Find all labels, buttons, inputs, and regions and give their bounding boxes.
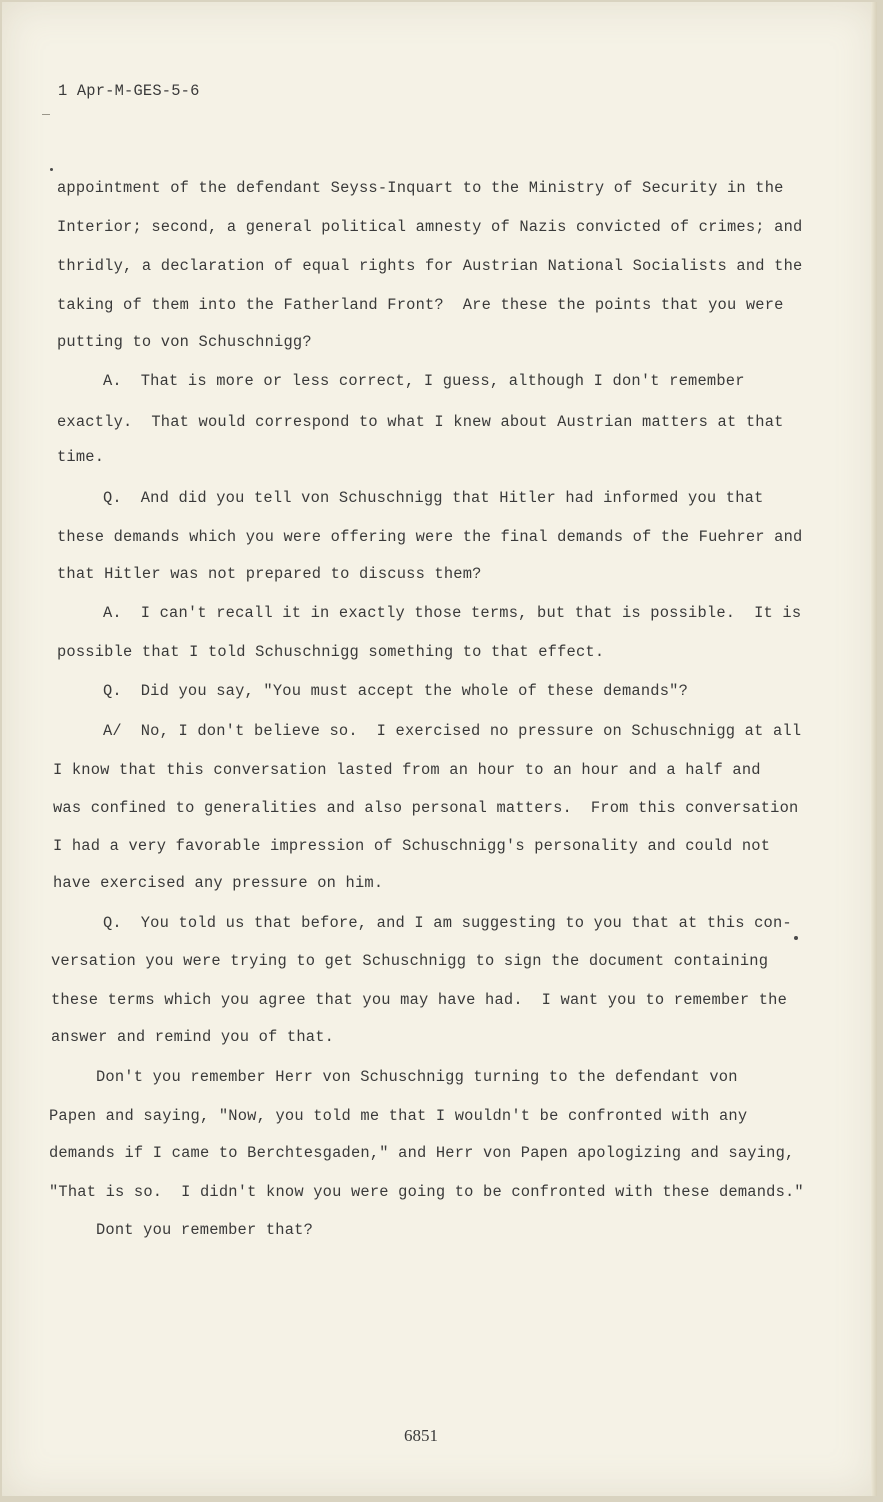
body-line: demands if I came to Berchtesgaden," and Herr von Papen apologizing and saying, [49, 1144, 795, 1162]
question-line: Q. You told us that before, and I am suggesting to you that at this con- [103, 914, 792, 932]
document-page [2, 2, 877, 1496]
body-line: taking of them into the Fatherland Front? Are these the points that you were [57, 296, 784, 314]
body-line: exactly. That would correspond to what I knew about Austrian matters at that [57, 413, 784, 431]
body-line: was confined to generalities and also personal matters. From this conversation [53, 799, 799, 817]
body-line: possible that I told Schuschnigg something to that effect. [57, 643, 605, 661]
body-line: time. [57, 448, 105, 466]
body-line: I had a very favorable impression of Schuschnigg's personality and could not [53, 837, 771, 855]
body-line: Papen and saying, "Now, you told me that I wouldn't be confronted with any [49, 1107, 748, 1125]
question-line: Q. Did you say, "You must accept the whole of these demands"? [103, 682, 689, 700]
body-line: these terms which you agree that you may have had. I want you to remember the [51, 991, 787, 1009]
body-line: I know that this conversation lasted from an hour to an hour and a half and [53, 761, 761, 779]
body-line: versation you were trying to get Schuschnigg to sign the document containing [51, 952, 769, 970]
answer-line: A. I can't recall it in exactly those terms, but that is possible. It is [103, 604, 802, 622]
body-line: appointment of the defendant Seyss-Inquart to the Ministry of Security in the [57, 179, 784, 197]
body-line: "That is so. I didn't know you were going to be confronted with these demands." [49, 1183, 804, 1201]
page-number: 6851 [404, 1426, 438, 1445]
transcript-body [2, 2, 877, 1302]
body-line: that Hitler was not prepared to discuss them? [57, 565, 482, 583]
body-line: Dont you remember that? [96, 1221, 314, 1239]
document-reference: 1 Apr-M-GES-5-6 [58, 82, 200, 100]
body-line: Don't you remember Herr von Schuschnigg turning to the defendant von [96, 1068, 738, 1086]
body-line: thridly, a declaration of equal rights for Austrian National Socialists and the [57, 257, 803, 275]
body-line: answer and remind you of that. [51, 1028, 335, 1046]
body-line: these demands which you were offering were the final demands of the Fuehrer and [57, 528, 803, 546]
body-line: putting to von Schuschnigg? [57, 333, 312, 351]
body-line: have exercised any pressure on him. [53, 874, 384, 892]
question-line: Q. And did you tell von Schuschnigg that Hitler had informed you that [103, 489, 764, 507]
body-line: Interior; second, a general political amnesty of Nazis convicted of crimes; and [57, 218, 803, 236]
answer-line: A. That is more or less correct, I guess, although I don't remember [103, 372, 745, 390]
answer-line: A/ No, I don't believe so. I exercised no pressure on Schuschnigg at all [103, 722, 802, 740]
